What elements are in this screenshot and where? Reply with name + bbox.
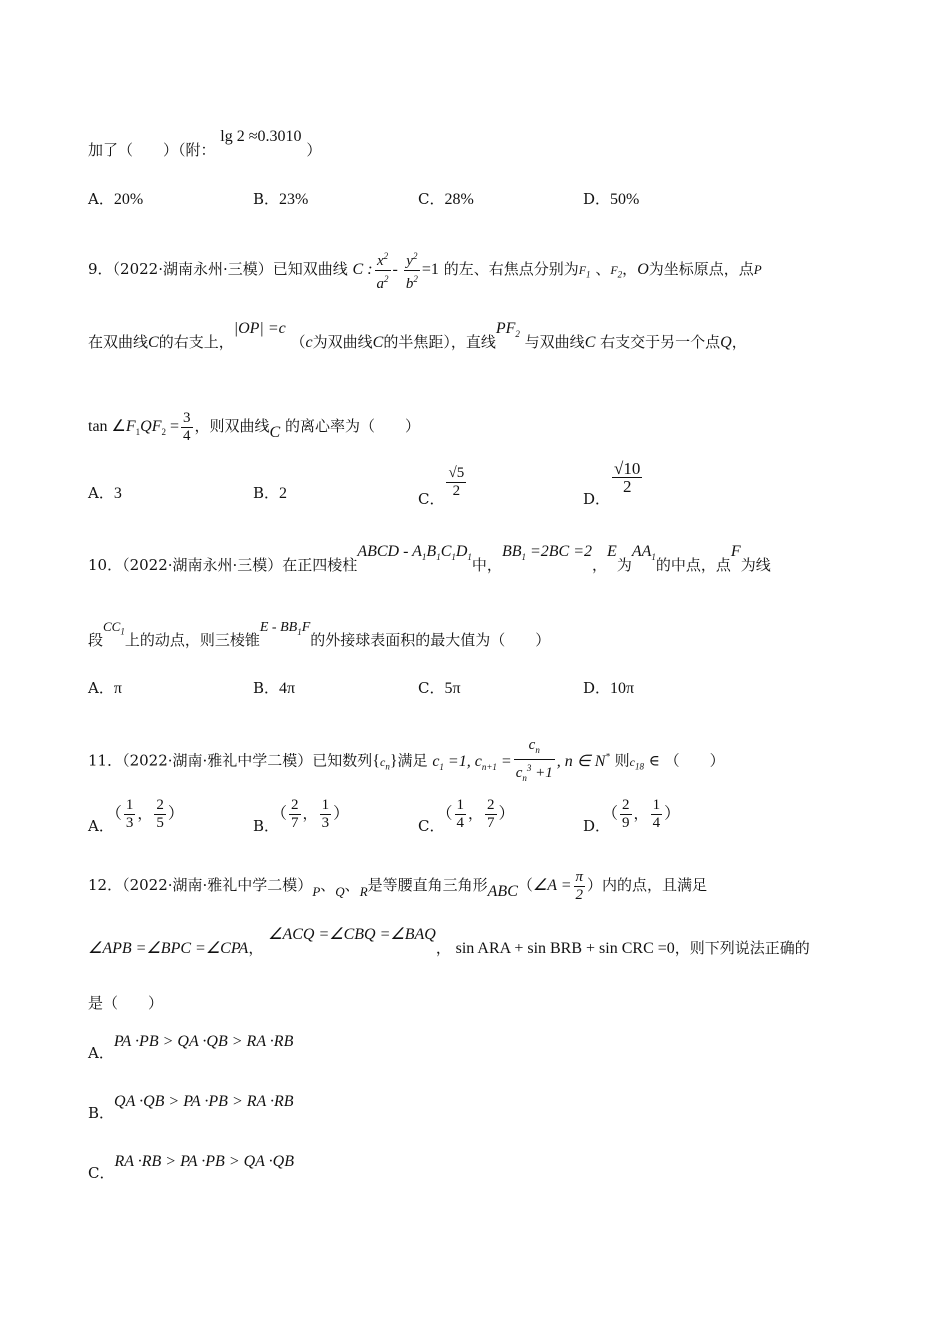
q9-line-1: 9．（2022·湖南永州·三模）已知双曲线 C : $\frac{x^2}{a^2}$ - $\frac{y^2}{b^2}$ =1 的左、右焦点分别为$F_1$ 、$F_2$，O为坐标原点，点P xyxy=(88,248,880,293)
q12-option-a[interactable]: A．PA ·PB > QA ·QB > RA ·RB xyxy=(88,1033,294,1062)
q8-tail-text: 加了（ ）（附： xyxy=(88,141,216,159)
q9-tan-formula: $\tan \angle F_1QF_2$ = $\frac{3}{4}$ xyxy=(88,410,191,444)
q8-option-b[interactable]: B．23% xyxy=(253,190,309,208)
q12-line-1: 12．（2022·湖南·雅礼中学二模）P、Q、R是等腰直角三角形ABC（∠A = $\frac{\pi}{2}$ ）内的点，且满足 xyxy=(88,869,708,903)
q9-option-d[interactable]: D． $\frac{√10}{2}$ xyxy=(583,459,641,508)
q8-tail-line xyxy=(88,128,880,161)
q9-number: 9． xyxy=(88,260,113,279)
q11-line-1: 11．（2022·湖南·雅礼中学二模）已知数列$\{c_n\}$满足 $c_1 =1$, $c_{n+1}$ = $\frac{c_n}{c_n^3 +1}$ , n ∈ N* 则$c_{18}$ ∈ （ ） xyxy=(88,737,725,783)
q12-option-c[interactable]: C．RA ·RB > PA ·PB > QA ·QB xyxy=(88,1153,294,1182)
q10-option-a[interactable]: A．π xyxy=(88,679,122,697)
q10-option-d[interactable]: D．10π xyxy=(583,679,635,697)
q10-line-2: 段$CC_1$上的动点，则三棱锥E - $BB_1F$的外接球表面积的最大值为（ ） xyxy=(88,619,551,649)
q9-option-a[interactable]: A．3 xyxy=(88,484,122,502)
q8-option-d[interactable]: D．50% xyxy=(583,190,640,208)
q8-lg-formula: lg 2 ≈0.3010 xyxy=(220,128,302,145)
sqrt5-over-2: $\frac{√5}{2}$ xyxy=(448,465,465,499)
sqrt10-over-2: $\frac{√10}{2}$ xyxy=(614,459,641,496)
q9-hyperbola-formula: C : $\frac{x^2}{a^2}$ - $\frac{y^2}{b^2}$ =1 xyxy=(353,261,439,278)
q10-option-b[interactable]: B．4π xyxy=(253,679,296,697)
q10-bb1-formula: $BB_1 =2BC =2$ xyxy=(501,543,593,563)
q11-option-c[interactable]: C．（ $\frac{1}{4}$ ， $\frac{2}{7}$ ） xyxy=(418,797,515,835)
q9-option-b[interactable]: B．2 xyxy=(253,484,288,502)
q8-option-c[interactable]: C．28% xyxy=(418,190,474,208)
q10-prism-name: ABCD - $A_1B_1C_1D_1$ xyxy=(357,543,472,563)
q9-text-1: 的左、右焦点分别为 xyxy=(443,260,579,279)
q10-option-c[interactable]: C．5π xyxy=(418,679,461,697)
q9-text-2: 为坐标原点，点 xyxy=(648,260,754,279)
q8-tail-close: ） xyxy=(306,141,322,159)
q11-option-d[interactable]: D．（ $\frac{2}{9}$ ， $\frac{1}{4}$ ） xyxy=(583,797,681,835)
q9-op-equals-c: |OP| =c xyxy=(233,320,286,337)
q12-line-3: 是（ ） xyxy=(88,994,164,1012)
q12-line-2: ∠APB =∠BPC =∠CPA， ∠ACQ =∠CBQ =∠BAQ， sin ARA + sin BRB + sin CRC =0，则下列说法正确的 xyxy=(88,926,810,957)
q8-option-a[interactable]: A．20% xyxy=(88,190,144,208)
q10-line-1: 10．（2022·湖南永州·三模）在正四棱柱ABCD - $A_1B_1C_1D_1$中，$BB_1 =2BC =2$，E为$AA_1$的中点，点F为线 xyxy=(88,543,771,574)
q11-option-b[interactable]: B．（ $\frac{2}{7}$ ， $\frac{1}{3}$ ） xyxy=(253,797,350,835)
q11-recurrence-formula: $c_1 =1$, $c_{n+1}$ = $\frac{c_n}{c_n^3 +1}$ , n ∈ N* xyxy=(432,737,610,783)
q9-option-c[interactable]: C． $\frac{√5}{2}$ xyxy=(418,465,465,508)
q9-line-2: 在双曲线C的右支上，|OP| =c （c为双曲线C的半焦距），直线$PF_2$ 与双曲线C 右支交于另一个点Q， xyxy=(88,320,747,351)
q9-line-3: $\tan \angle F_1QF_2$ = $\frac{3}{4}$ ，则双曲线C 的离心率为（ ） xyxy=(88,410,421,444)
q12-option-b[interactable]: B．QA ·QB > PA ·PB > RA ·RB xyxy=(88,1093,294,1122)
q9-source: （2022·湖南永州·三模）已知双曲线 xyxy=(112,260,348,279)
q11-option-a[interactable]: A．（ $\frac{1}{3}$ ， $\frac{2}{5}$ ） xyxy=(88,797,184,835)
